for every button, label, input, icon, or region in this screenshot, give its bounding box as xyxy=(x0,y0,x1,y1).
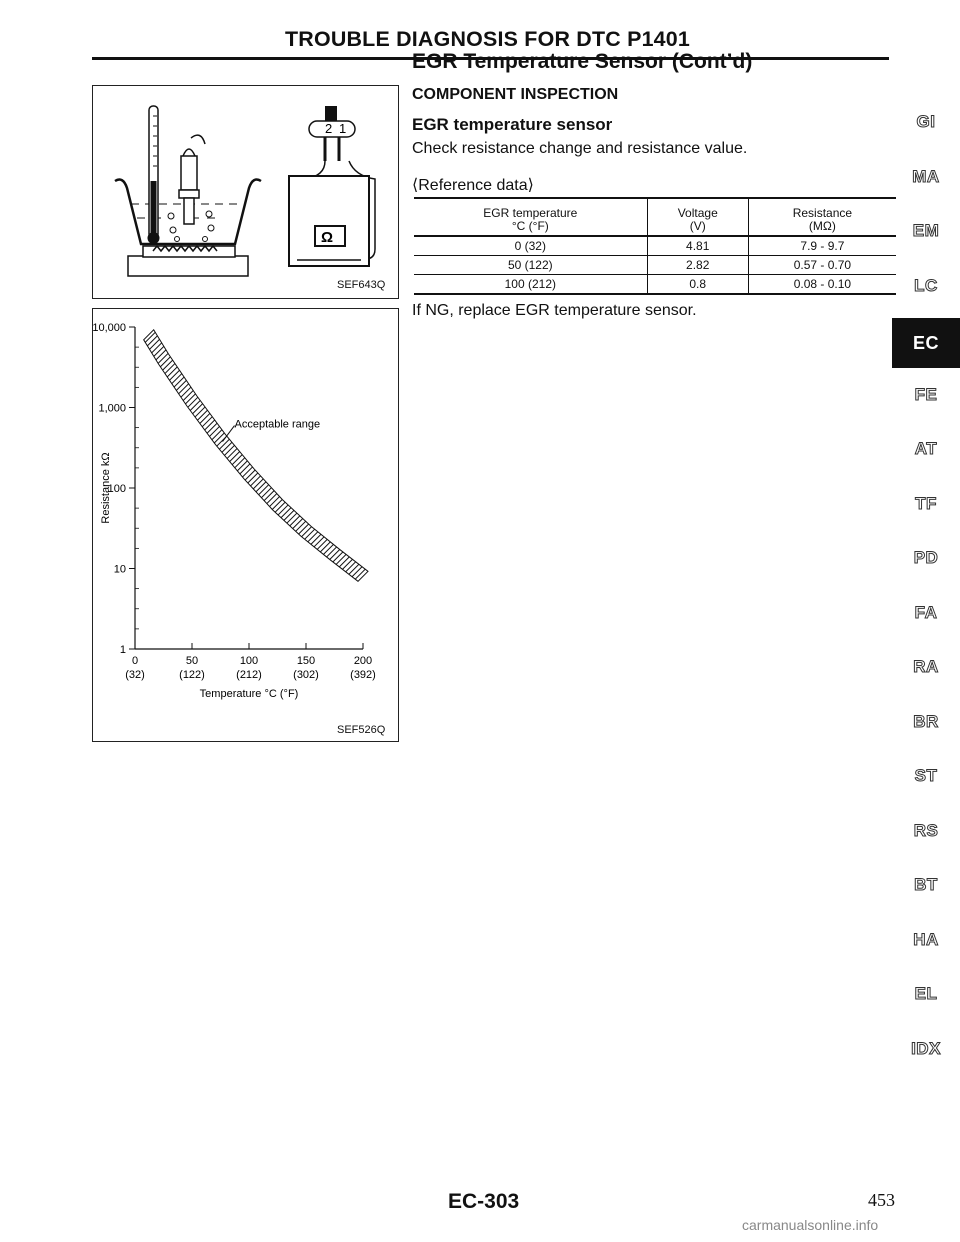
x-tick-label-f: (32) xyxy=(125,669,145,681)
sensor-lead xyxy=(191,135,205,144)
side-tab-em[interactable]: EM xyxy=(912,221,940,240)
sensor-heading: EGR temperature sensor xyxy=(412,115,613,134)
component-inspection-heading: COMPONENT INSPECTION xyxy=(412,86,619,103)
watermark: carmanualsonline.info xyxy=(742,1217,879,1233)
terminal-label: 2 xyxy=(325,121,333,136)
egr-temperature-sensor xyxy=(181,156,197,190)
x-tick-label: 150 xyxy=(296,655,316,667)
x-tick-label-f: (212) xyxy=(236,669,262,681)
ohm-icon: Ω xyxy=(321,229,334,246)
acceptable-range-band xyxy=(144,330,368,582)
cell-temperature: 50 (122) xyxy=(507,257,553,272)
cell-resistance: 0.57 - 0.70 xyxy=(748,256,896,275)
ng-instruction: If NG, replace EGR temperature sensor. xyxy=(412,302,697,319)
side-tab-ra[interactable]: RA xyxy=(913,657,939,676)
side-tab-fe[interactable]: FE xyxy=(914,384,938,404)
header-voltage: Voltage (V) xyxy=(647,198,748,236)
x-axis-label: Temperature °C (°F) xyxy=(199,688,299,700)
terminal-label: 1 xyxy=(339,121,347,136)
table-row xyxy=(414,275,896,295)
side-tab-fa[interactable]: FA xyxy=(914,602,938,622)
acceptable-range-area xyxy=(144,330,368,582)
side-tab-idx[interactable]: IDX xyxy=(911,1038,941,1058)
side-tab-tf[interactable]: TF xyxy=(915,493,937,513)
page-title: TROUBLE DIAGNOSIS FOR DTC P1401 xyxy=(285,28,691,51)
side-tab-lc[interactable]: LC xyxy=(914,275,938,295)
check-instruction: Check resistance change and resistance value. xyxy=(412,140,748,157)
cell-voltage: 0.8 xyxy=(647,275,748,295)
side-tab-pd[interactable]: PD xyxy=(913,548,939,567)
y-tick-label: 1,000 xyxy=(98,402,126,415)
cell-voltage: 4.81 xyxy=(647,236,748,256)
page-number: 453 xyxy=(868,1190,895,1210)
cell-resistance: 0.08 - 0.10 xyxy=(748,275,896,295)
table-row xyxy=(414,236,896,256)
side-tab-ma[interactable]: MA xyxy=(912,166,940,186)
ohmmeter xyxy=(289,176,369,266)
thermometer-mercury xyxy=(151,181,157,239)
resistance-chart-figure xyxy=(92,308,399,742)
y-tick-label: 10 xyxy=(113,563,126,576)
y-axis-label: Resistance kΩ xyxy=(100,452,112,524)
side-tab-st[interactable]: ST xyxy=(914,766,938,785)
figure-code: SEF526Q xyxy=(337,724,386,736)
x-tick-label: 0 xyxy=(131,655,139,667)
side-tab-ha[interactable]: HA xyxy=(913,929,939,949)
cell-temperature: 100 (212) xyxy=(504,276,556,291)
sensor-test-illustration xyxy=(92,85,399,299)
side-tab-ec[interactable]: EC xyxy=(892,318,960,368)
heater-base xyxy=(143,246,235,257)
cell-temperature: 0 (32) xyxy=(514,238,546,253)
hot-plate xyxy=(128,256,248,276)
x-tick-label-f: (392) xyxy=(350,669,376,681)
x-tick-label-f: (302) xyxy=(293,669,319,681)
cell-voltage: 2.82 xyxy=(647,256,748,275)
resistance-chart xyxy=(93,309,398,741)
side-tab-el[interactable]: EL xyxy=(914,984,938,1003)
page-code: EC-303 xyxy=(448,1190,520,1213)
figure-code: SEF643Q xyxy=(337,279,386,291)
chart-axes xyxy=(129,327,363,649)
side-tab-br[interactable]: BR xyxy=(913,711,939,731)
y-tick-label: 1 xyxy=(119,644,126,656)
side-tab-gi[interactable]: GI xyxy=(916,112,936,131)
header-temperature: EGR temperature °C (°F) xyxy=(483,206,578,233)
reference-data-label: ⟨Reference data⟩ xyxy=(412,177,534,194)
side-tab-bt[interactable]: BT xyxy=(914,875,938,894)
sensor-test-drawing xyxy=(93,86,398,298)
section-title: EGR Temperature Sensor (Cont’d) xyxy=(412,50,753,73)
y-tick-label: 10,000 xyxy=(93,322,126,334)
table-row xyxy=(414,256,896,275)
side-tab-at[interactable]: AT xyxy=(914,439,938,458)
table-header-row xyxy=(414,198,896,236)
annotation-acceptable-range: Acceptable range xyxy=(234,418,321,431)
cell-resistance: 7.9 - 9.7 xyxy=(748,236,896,256)
side-tab-rs[interactable]: RS xyxy=(913,820,939,840)
reference-data-table xyxy=(414,197,896,295)
x-tick-label: 200 xyxy=(353,655,373,667)
x-tick-label: 100 xyxy=(239,655,259,667)
y-tick-label: 100 xyxy=(107,483,126,495)
x-tick-label-f: (122) xyxy=(179,669,205,681)
header-resistance: Resistance (MΩ) xyxy=(748,198,896,236)
x-tick-label: 50 xyxy=(185,655,199,667)
